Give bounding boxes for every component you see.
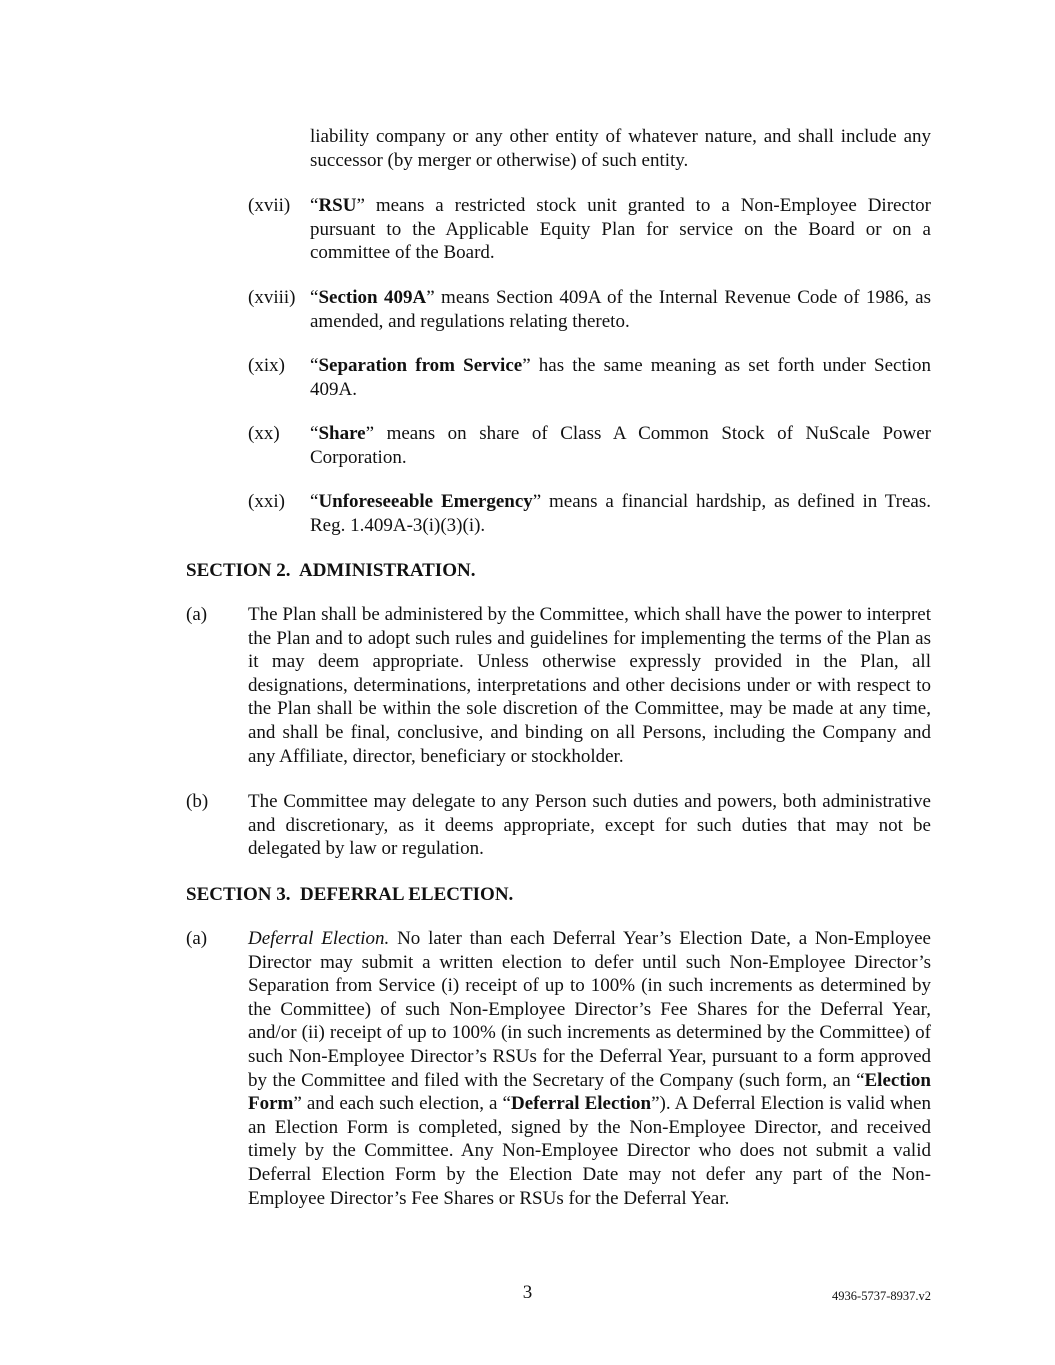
definition-item-xix: [248, 354, 931, 401]
paragraph-body-3: ”). A Deferral Election is valid when an Election Form is completed, signed by the Non-Employee Director, and received timely by the Committee. Any Non-Employee Director who does not submit a valid Deferral Election Form by the Election Date may not defer any part of the Non-Employee Director’s Fee Shares or RSUs for the Deferral Year.: [248, 1093, 931, 1209]
definition-text: “RSU” means a restricted stock unit granted to a Non-Employee Director pursuant to the Applicable Equity Plan for service on the Board or on a committee of the Board.: [310, 195, 931, 264]
definition-text: “Separation from Service” has the same meaning as set forth under Section 409A.: [310, 355, 932, 400]
paragraph-body-2: ” and each such election, a “: [293, 1093, 511, 1115]
definition-item-xx: [248, 422, 931, 469]
continuation-paragraph: liability company or any other entity of whatever nature, and shall include any successor (by merger or otherwise) of such entity.: [310, 126, 931, 171]
definition-number: (xviii): [248, 287, 296, 308]
section-2-heading: SECTION 2. ADMINISTRATION.: [186, 560, 476, 581]
paragraph-number: (b): [186, 791, 209, 812]
paragraph-text: The Committee may delegate to any Person such duties and powers, both administrative and discretionary, as it deems appropriate, except for such duties that may not be delegated by law or regulation.: [248, 791, 931, 860]
defined-term: Separation from Service: [318, 355, 523, 376]
definition-body: has the same meaning as set forth under Section 409A.: [310, 355, 932, 400]
definition-number: (xxi): [248, 491, 285, 512]
paragraph-text: The Plan shall be administered by the Committee, which shall have the power to interpret the Plan and to adopt such rules and guidelines for implementing the terms of the Plan as it may deem appropriate. Unless otherwise expressly provided in the Plan, all designations, determinations, interpretations and other decisions under or with respect to the Plan shall be within the sole discretion of the Committee, may be made at any time, and shall be final, conclusive, and binding on all Persons, including the Company and any Affiliate, director, beneficiary or stockholder.: [248, 604, 931, 767]
section-3-heading: SECTION 3. DEFERRAL ELECTION.: [186, 884, 514, 905]
defined-term: Section 409A: [318, 287, 427, 308]
defined-term: Share: [318, 423, 366, 444]
page-number: 3: [522, 1282, 533, 1303]
definition-body: means a restricted stock unit granted to a Non-Employee Director pursuant to the Applicable Equity Plan for service on the Board or on a committee of the Board.: [310, 195, 931, 264]
defined-term: RSU: [318, 195, 357, 216]
defined-term-deferral-election: Deferral Election: [510, 1093, 652, 1115]
defined-term: Unforeseeable Emergency: [318, 491, 533, 512]
definition-text: “Share” means on share of Class A Common Stock of NuScale Power Corporation.: [310, 423, 931, 468]
section-2-paragraph-a: [186, 603, 931, 768]
definition-body: means a financial hardship, as defined in Treas. Reg. 1.409A-3(i)(3)(i).: [310, 491, 931, 536]
paragraph-number: (a): [186, 928, 208, 949]
paragraph-title: Deferral Election.: [248, 928, 390, 949]
paragraph-number: (a): [186, 604, 208, 625]
definition-number: (xx): [248, 423, 280, 444]
definition-number: (xvii): [248, 195, 291, 216]
definition-body: means Section 409A of the Internal Revenue Code of 1986, as amended, and regulations relating thereto.: [310, 287, 931, 332]
paragraph-body-1: No later than each Deferral Year’s Election Date, a Non-Employee Director may submit a written election to defer until such Non-Employee Director’s Separation from Service (i) receipt of up to 100% (in such increments as determined by the Committee) of such Non-Employee Director’s Fee Shares for the Deferral Year, and/or (ii) receipt of up to 100% (in such increments as determined by the Committee) of such Non-Employee Director’s RSUs for the Deferral Year, pursuant to a form approved by the Committee and filed with the Secretary of the Company (such form, an “: [248, 928, 931, 1091]
definition-item-xxi: [248, 490, 931, 537]
definition-text: “Section 409A” means Section 409A of the Internal Revenue Code of 1986, as amended, and regulations relating thereto.: [310, 287, 931, 332]
paragraph-text: [248, 927, 931, 1210]
definition-number: (xix): [248, 355, 285, 376]
section-2-paragraph-b: [186, 790, 931, 861]
definition-body: means on share of Class A Common Stock of NuScale Power Corporation.: [310, 423, 931, 468]
definition-item-xviii: [248, 286, 931, 333]
definition-text: “Unforeseeable Emergency” means a financial hardship, as defined in Treas. Reg. 1.409A-3(i)(3)(i).: [310, 491, 931, 536]
section-3-paragraph-a: [186, 927, 931, 1210]
defined-term-election-form: Election Form: [248, 1069, 931, 1115]
definition-item-xvii: [248, 194, 931, 265]
document-id: 4936-5737-8937.v2: [832, 1289, 931, 1303]
